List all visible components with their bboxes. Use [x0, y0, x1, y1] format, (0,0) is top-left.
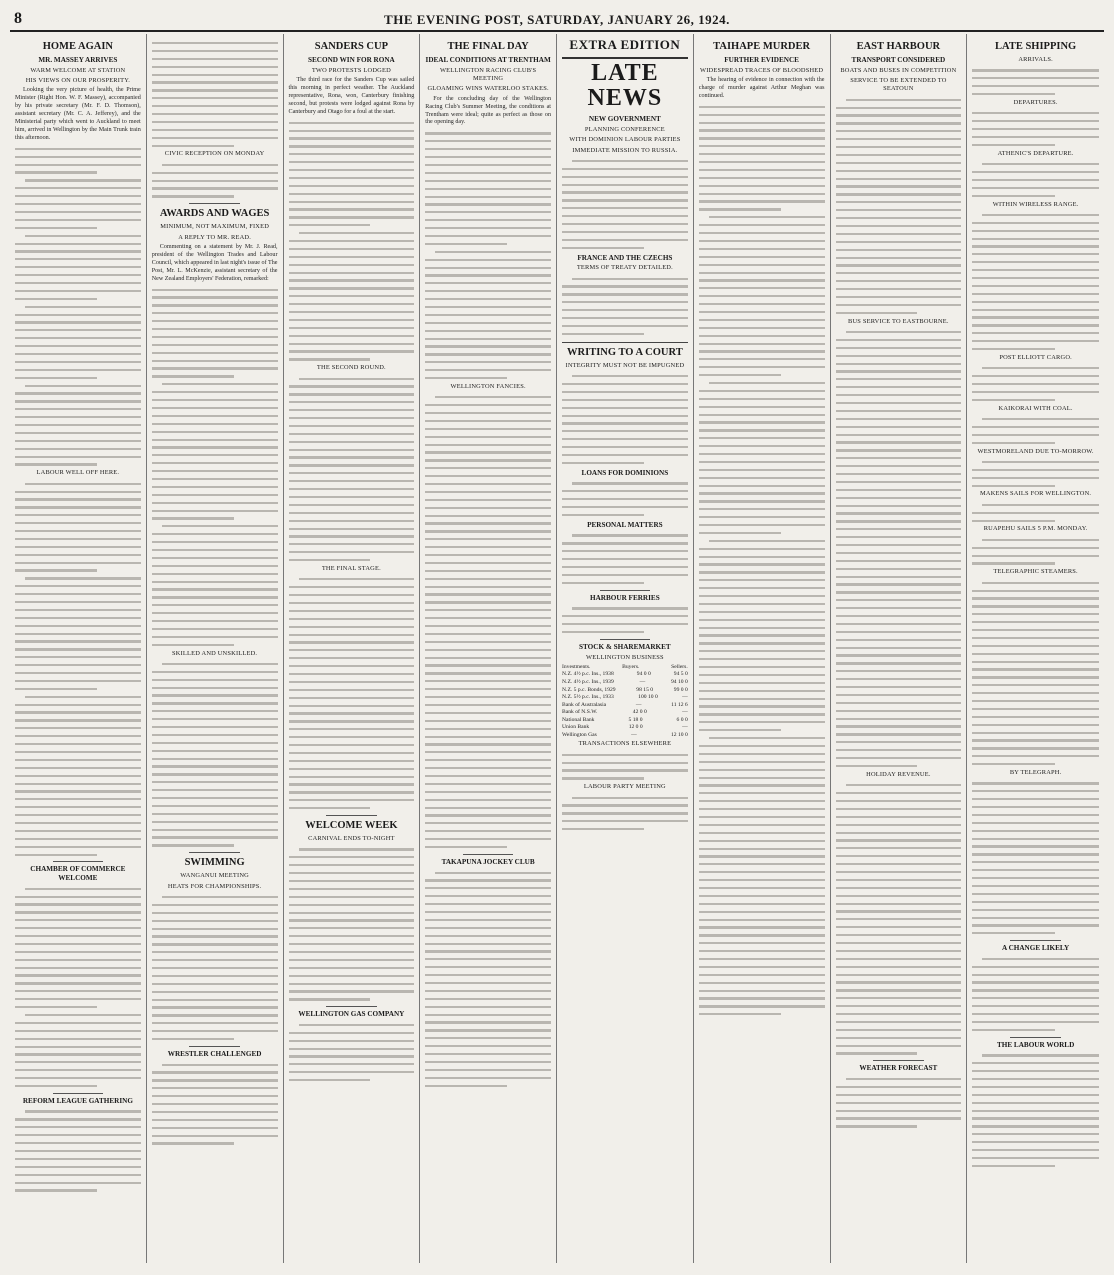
- extra-edition-label: EXTRA EDITION: [562, 37, 688, 59]
- subhead-holiday-revenue: HOLIDAY REVENUE.: [866, 770, 931, 778]
- divider: [326, 1006, 376, 1007]
- subhead-boats-buses: BOATS AND BUSES IN COMPETITION: [840, 66, 957, 74]
- article-text-lines: [15, 1107, 141, 1194]
- subhead-kaikorai: KAIKORAI WITH COAL.: [998, 404, 1073, 412]
- headline-writing-to-court: WRITING TO A COURT: [567, 346, 683, 358]
- share-table-row: [562, 717, 688, 725]
- article-text-lines: [152, 286, 278, 649]
- subhead-two-protests: TWO PROTESTS LODGED: [311, 66, 391, 74]
- masthead: [10, 6, 1104, 32]
- divider: [189, 1046, 239, 1047]
- divider: [600, 639, 650, 640]
- headline-reform-league: REFORM LEAGUE GATHERING: [22, 1096, 133, 1105]
- divider: [189, 203, 239, 204]
- article-text-lines: [972, 109, 1099, 148]
- divider: [1010, 940, 1061, 941]
- subhead-labour-parties: WITH DOMINION LABOUR PARTIES: [569, 136, 681, 144]
- headline-welcome-week: WELCOME WEEK: [305, 820, 398, 831]
- share-table-row: [562, 724, 688, 732]
- share-table-head-buyers: Buyers.: [622, 663, 640, 670]
- share-sellers: 94 5 0: [673, 671, 688, 678]
- share-buyers: 12 0 0: [628, 724, 643, 731]
- subhead-departures: DEPARTURES.: [1013, 98, 1058, 106]
- share-table-row: [562, 694, 688, 702]
- article-text-lines: [562, 794, 688, 833]
- subhead-skilled-unskilled: SKILLED AND UNSKILLED.: [172, 649, 258, 657]
- article-text-lines: [972, 415, 1099, 447]
- share-table: [562, 664, 688, 739]
- divider: [326, 815, 376, 816]
- subhead-racing-club-meeting: WELLINGTON RACING CLUB'S MEETING: [439, 66, 537, 83]
- article-body: The hearing of evidence in connection with the charge of murder against Arthur Meghan was continued.: [698, 77, 825, 99]
- subhead-heats: HEATS FOR CHAMPIONSHIPS.: [167, 882, 262, 890]
- headline-harbour-ferries: HARBOUR FERRIES: [590, 593, 660, 602]
- subhead-final-stage: THE FINAL STAGE.: [321, 564, 381, 572]
- subhead-prosperity: HIS VIEWS ON OUR PROSPERITY.: [25, 77, 130, 85]
- subhead-westmoreland: WESTMORELAND DUE TO-MORROW.: [977, 447, 1094, 455]
- column-6: [694, 34, 831, 1263]
- share-name: Bank of N.S.W.: [562, 709, 598, 716]
- article-text-lines: [972, 536, 1099, 568]
- subhead-athenic-departure: ATHENIC'S DEPARTURE.: [997, 149, 1074, 157]
- share-sellers: 94 10 0: [670, 678, 688, 685]
- divider: [463, 854, 513, 855]
- headline-stock-sharemarket: STOCK & SHAREMARKET: [579, 642, 671, 651]
- subhead-ruapehu: RUAPEHU SAILS 5 P.M. MONDAY.: [983, 525, 1088, 533]
- subhead-integrity: INTEGRITY MUST NOT BE IMPUGNED: [565, 361, 685, 369]
- headline-loans: LOANS FOR DOMINIONS: [581, 468, 669, 477]
- headline-personal-matters: PERSONAL MATTERS: [587, 520, 663, 529]
- share-sellers: 12 10 0: [670, 731, 688, 738]
- share-buyers: —: [635, 701, 642, 708]
- subhead-telegraphic-steamers: TELEGRAPHIC STEAMERS.: [993, 568, 1078, 576]
- subhead-traces-bloodshed: WIDESPREAD TRACES OF BLOODSHED: [700, 66, 824, 74]
- article-text-lines: [289, 1021, 415, 1084]
- subhead-service-seatoun: SERVICE TO BE EXTENDED TO SEATOUN: [850, 77, 947, 93]
- subhead-transactions-elsewhere: TRANSACTIONS ELSEWHERE: [578, 740, 672, 748]
- share-sellers: 6 0 0: [676, 716, 688, 723]
- subhead-warm-welcome: WARM WELCOME AT STATION: [30, 66, 126, 74]
- late-news-box: [562, 115, 688, 342]
- subhead-by-telegraph: BY TELEGRAPH.: [1009, 769, 1062, 777]
- share-sellers: 99 0 0: [673, 686, 688, 693]
- headline-takapuna: TAKAPUNA JOCKEY CLUB: [441, 857, 535, 866]
- subhead-treaty-terms: TERMS OF TREATY DETAILED.: [576, 264, 673, 272]
- article-text-lines: [562, 604, 688, 636]
- article-text-lines: [699, 103, 825, 1018]
- share-buyers: —: [631, 731, 637, 738]
- article-text-lines: [836, 96, 962, 317]
- headline-final-day: THE FINAL DAY: [447, 41, 529, 52]
- column-2: [147, 34, 284, 1263]
- article-text-lines: [972, 579, 1099, 768]
- divider: [600, 590, 650, 591]
- article-text-lines: [15, 145, 141, 469]
- divider: [1010, 1037, 1061, 1038]
- article-text-lines: [836, 328, 962, 770]
- article-text-lines: [562, 157, 688, 252]
- headline-wrestler-challenged: WRESTLER CHALLENGED: [167, 1049, 262, 1058]
- subhead-post-elliott: POST ELLIOTT CARGO.: [999, 353, 1072, 361]
- subhead-labour-well-off: LABOUR WELL OFF HERE.: [36, 469, 120, 477]
- article-text-lines: [289, 119, 415, 364]
- headline-chamber-of-commerce: CHAMBER OF COMMERCE WELCOME: [30, 865, 126, 883]
- share-name: Bank of Australasia: [562, 701, 607, 708]
- article-text-lines: [15, 885, 141, 1090]
- subhead-carnival-ends: CARNIVAL ENDS TO-NIGHT: [308, 835, 395, 843]
- headline-swimming: SWIMMING: [184, 857, 245, 869]
- subhead-wellington-fancies: WELLINGTON FANCIES.: [450, 382, 526, 390]
- headline-sanders-cup: SANDERS CUP: [314, 41, 388, 52]
- subhead-mission-russia: IMMEDIATE MISSION TO RUSSIA.: [572, 146, 678, 154]
- share-buyers: 100 10 0: [638, 694, 658, 701]
- share-table-row: [562, 679, 688, 687]
- headline-gas-company: WELLINGTON GAS COMPANY: [298, 1010, 405, 1019]
- subhead-planning-conference: PLANNING CONFERENCE: [584, 125, 665, 133]
- article-body: For the concluding day of the Wellington Racing Club's Summer Meeting, the conditions at Trentham were ideal; quite as perfect as those on the opening day.: [425, 95, 551, 126]
- share-name: N.Z. 4½ p.c. Ins., 1939: [562, 678, 614, 685]
- subhead-transport-considered: TRANSPORT CONSIDERED: [851, 56, 946, 65]
- headline-change-likely: A CHANGE LIKELY: [1002, 944, 1070, 953]
- share-name: Union Bank: [562, 724, 590, 731]
- article-text-lines: [972, 364, 1099, 403]
- subhead-labour-party-meeting: LABOUR PARTY MEETING: [583, 783, 666, 791]
- article-text-lines: [425, 869, 551, 1090]
- article-text-lines: [836, 1075, 962, 1130]
- article-body: Commenting on a statement by Mr. J. Read, president of the Wellington Trades and Labour Council, which appeared in last night's issue of The Post, Mr. L. McKenzie, assistant secretary of the New Zealand Employers' Federation, remarked:: [151, 243, 278, 282]
- headline-france-czechs: FRANCE AND THE CZECHS: [577, 253, 673, 262]
- share-table-row: [562, 732, 688, 740]
- article-text-lines: [972, 501, 1099, 525]
- share-buyers: 5 18 0: [628, 716, 643, 723]
- article-text-lines: [289, 375, 415, 564]
- headline-labour-world: THE LABOUR WORLD: [996, 1040, 1075, 1049]
- column-3: [284, 34, 421, 1263]
- share-table-row: [562, 687, 688, 695]
- share-buyers: —: [639, 678, 646, 685]
- article-text-lines: [972, 1051, 1099, 1169]
- column-8: [967, 34, 1104, 1263]
- share-buyers: 98 15 0: [636, 686, 654, 693]
- subhead-wanganui-meeting: WANGANUI MEETING: [180, 872, 249, 880]
- article-text-lines: [152, 893, 278, 1043]
- subhead-second-win-rona: SECOND WIN FOR RONA: [308, 56, 395, 65]
- share-buyers: 42 0 0: [632, 709, 647, 716]
- article-body: Looking the very picture of health, the Prime Minister (Right Hon. W. F. Massey), accompanied by his private secretary (Mr. F. D. Thomson), assistant secretary (Mr. C. A. Jefferey), and the Ministerial party which went to Auckland to meet him, arrived in Wellington by the Main Trunk train this afternoon.: [15, 87, 141, 141]
- headline-late-shipping: LATE SHIPPING: [995, 41, 1077, 52]
- share-name: National Bank: [562, 716, 595, 723]
- late-news-banner: LATE NEWS: [587, 59, 663, 112]
- subhead-arrivals: ARRIVALS.: [1018, 56, 1053, 64]
- article-text-lines: [972, 66, 1099, 98]
- share-table-head-investments: Investments.: [562, 663, 591, 670]
- column-5: [557, 34, 694, 1263]
- subhead-massey-arrives: MR. MASSEY ARRIVES: [38, 56, 118, 65]
- article-text-lines: [836, 781, 962, 1057]
- article-text-lines: [289, 575, 415, 812]
- article-text-lines: [152, 1061, 278, 1148]
- share-sellers: 11 12 6: [671, 701, 688, 708]
- article-body: The third race for the Sanders Cup was sailed this morning in perfect weather. The Auckland representative, Rona, won, Canterbury finishing second, but protests were lodged against Rona by Canterbury and Otago for a foul at the start.: [288, 77, 415, 115]
- divider: [189, 852, 239, 853]
- column-grid: [10, 34, 1104, 1263]
- headline-east-harbour: EAST HARBOUR: [856, 41, 941, 52]
- subhead-minimum-not-maximum: MINIMUM, NOT MAXIMUM, FIXED: [160, 223, 270, 231]
- subhead-civic-reception: CIVIC RECEPTION ON MONDAY: [164, 150, 265, 158]
- share-name: N.Z. 4½ p.c. Ins., 1938: [562, 671, 614, 678]
- article-text-lines: [425, 129, 551, 382]
- subhead-reply-to-read: A REPLY TO MR. READ.: [178, 233, 252, 241]
- headline-taihape-murder: TAIHAPE MURDER: [713, 41, 811, 52]
- share-name: N.Z. 5½ p.c. Ins., 1933: [562, 694, 614, 701]
- share-sellers: —: [682, 694, 688, 701]
- share-sellers: —: [682, 724, 688, 731]
- headline-new-government: NEW GOVERNMENT: [588, 115, 661, 124]
- share-table-row: [562, 709, 688, 717]
- subhead-ideal-conditions: IDEAL CONDITIONS AT TRENTHAM: [425, 56, 551, 65]
- column-1: [10, 34, 147, 1263]
- divider: [53, 861, 103, 862]
- column-4: [420, 34, 557, 1263]
- share-sellers: —: [682, 709, 688, 716]
- article-text-lines: [152, 39, 278, 149]
- article-text-lines: [562, 275, 688, 338]
- article-text-lines: [289, 845, 415, 1003]
- share-name: N.Z. 5 p.c. Bonds, 1929: [562, 686, 616, 693]
- share-buyers: 94 0 0: [636, 671, 651, 678]
- page-number: 8: [14, 10, 22, 27]
- divider: [53, 1093, 103, 1094]
- subhead-wellington-business: WELLINGTON BUSINESS: [586, 653, 664, 661]
- article-text-lines: [152, 660, 278, 849]
- masthead-title: THE EVENING POST, SATURDAY, JANUARY 26, 1924.: [384, 12, 730, 27]
- subhead-makens: MAKENS SAILS FOR WELLINGTON.: [980, 490, 1092, 498]
- article-text-lines: [972, 779, 1099, 937]
- article-text-lines: [425, 393, 551, 851]
- headline-weather-forecast: WEATHER FORECAST: [859, 1064, 938, 1073]
- article-text-lines: [972, 160, 1099, 199]
- article-text-lines: [972, 458, 1099, 490]
- article-text-lines: [152, 161, 278, 200]
- divider: [873, 1060, 923, 1061]
- article-text-lines: [562, 479, 688, 518]
- share-table-head-sellers: Sellers.: [671, 663, 688, 670]
- article-text-lines: [562, 751, 688, 783]
- headline-home-again: HOME AGAIN: [42, 41, 114, 52]
- subhead-second-round: THE SECOND ROUND.: [316, 364, 386, 372]
- article-text-lines: [15, 480, 141, 859]
- article-text-lines: [972, 211, 1099, 353]
- subhead-wireless-range: WITHIN WIRELESS RANGE.: [992, 200, 1079, 208]
- headline-awards-and-wages: AWARDS AND WAGES: [159, 208, 270, 220]
- share-name: Wellington Gas: [562, 731, 597, 738]
- article-text-lines: [972, 955, 1099, 1034]
- article-text-lines: [562, 531, 688, 586]
- subhead-gloaming-wins: GLOAMING WINS WATERLOO STAKES.: [427, 85, 549, 93]
- share-table-row: [562, 671, 688, 679]
- column-7: [831, 34, 968, 1263]
- subhead-bus-eastbourne: BUS SERVICE TO EASTBOURNE.: [848, 317, 949, 325]
- article-text-lines: [562, 372, 688, 467]
- subhead-further-evidence: FURTHER EVIDENCE: [724, 56, 799, 65]
